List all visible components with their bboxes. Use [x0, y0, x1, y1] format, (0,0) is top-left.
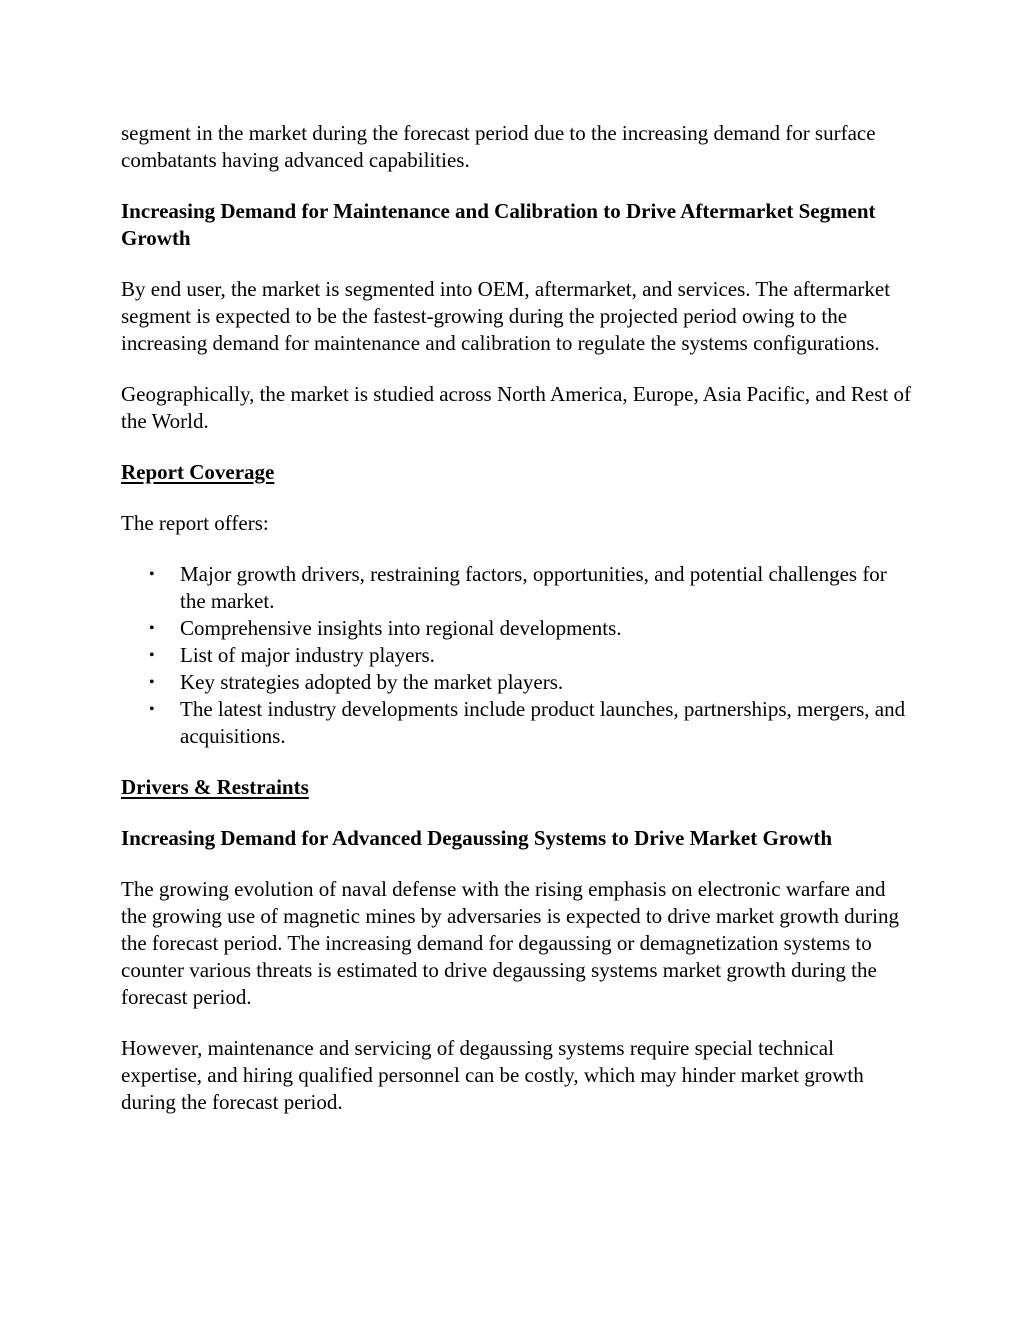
bullet-icon: • — [149, 647, 155, 664]
intro-paragraph: segment in the market during the forecast period due to the increasing demand for surface combatants having advanced capabilities. — [121, 121, 876, 172]
list-item — [121, 561, 911, 615]
report-coverage-heading: Report Coverage — [121, 460, 275, 484]
bullet-icon: • — [149, 701, 155, 718]
list-item — [121, 642, 911, 669]
list-item-text: Comprehensive insights into regional developments. — [180, 616, 622, 640]
drivers-restraints-heading: Drivers & Restraints — [121, 775, 309, 799]
list-item-text: Major growth drivers, restraining factors, opportunities, and potential challenges for the market. — [180, 562, 887, 613]
geography-paragraph: Geographically, the market is studied across North America, Europe, Asia Pacific, and Rest of the World. — [121, 382, 911, 433]
report-offers-list — [121, 561, 911, 750]
list-item — [121, 615, 911, 642]
document-page — [121, 120, 911, 1140]
drivers-paragraph: The growing evolution of naval defense with the rising emphasis on electronic warfare and the growing use of magnetic mines by adversaries is expected to drive market growth during the forecast period. The increasing demand for degaussing or demagnetization systems to counter various threats is estimated to drive degaussing systems market growth during the forecast period. — [121, 877, 899, 1009]
list-item — [121, 696, 911, 750]
list-item-text: Key strategies adopted by the market players. — [180, 670, 564, 694]
bullet-icon: • — [149, 566, 155, 583]
bullet-icon: • — [149, 674, 155, 691]
list-item-text: The latest industry developments include product launches, partnerships, mergers, and acquisitions. — [180, 697, 906, 748]
report-offers-lead: The report offers: — [121, 511, 269, 535]
restraints-paragraph: However, maintenance and servicing of degaussing systems require special technical expertise, and hiring qualified personnel can be costly, which may hinder market growth during the forecast period. — [121, 1036, 864, 1114]
list-item — [121, 669, 911, 696]
bullet-icon: • — [149, 620, 155, 637]
list-item-text: List of major industry players. — [180, 643, 435, 667]
end-user-paragraph: By end user, the market is segmented into OEM, aftermarket, and services. The aftermarket segment is expected to be the fastest-growing during the projected period owing to the increasing demand for maintenance and calibration to regulate the systems configurations. — [121, 277, 891, 355]
end-user-heading: Increasing Demand for Maintenance and Calibration to Drive Aftermarket Segment Growth — [121, 199, 876, 250]
drivers-subheading: Increasing Demand for Advanced Degaussing Systems to Drive Market Growth — [121, 826, 833, 850]
